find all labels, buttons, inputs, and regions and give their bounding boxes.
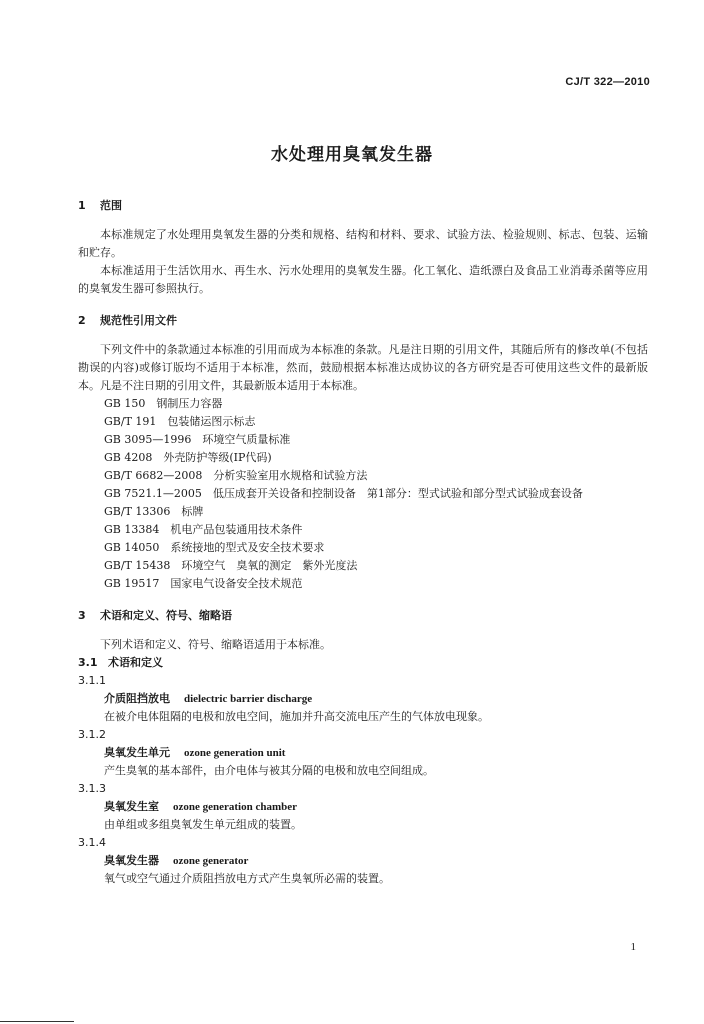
subsection-title: 术语和定义 (108, 656, 163, 669)
ref-item: GB 4208 外壳防护等级(IP代码) (104, 451, 272, 464)
standard-code: CJ/T 322—2010 (565, 76, 650, 88)
terms-intro: 下列术语和定义、符号、缩略语适用于本标准。 (100, 638, 331, 651)
term-definition: 氧气或空气通过介质阻挡放电方式产生臭氧所必需的装置。 (104, 872, 390, 885)
term-en: dielectric barrier discharge (184, 693, 313, 705)
section-heading-terms (78, 607, 648, 625)
scope-paragraph-2: 本标准适用于生活饮用水、再生水、污水处理用的臭氧发生器。化工氧化、造纸漂白及食品工业消毒杀菌等应用的臭氧发生器可参照执行。 (78, 264, 648, 295)
subsection-number: 3.1 (78, 656, 98, 669)
term-number: 3.1.4 (78, 836, 106, 849)
ref-item: GB/T 6682—2008 分析实验室用水规格和试验方法 (104, 469, 368, 482)
term-heading (78, 744, 648, 762)
section-heading-refs (78, 312, 648, 330)
term-definition: 产生臭氧的基本部件，由介电体与被其分隔的电极和放电空间组成。 (104, 764, 434, 777)
term-number: 3.1.1 (78, 674, 106, 687)
term-zh: 介质阻挡放电 (104, 692, 170, 705)
ref-item: GB 14050 系统接地的型式及安全技术要求 (104, 541, 325, 554)
ref-item: GB 150 钢制压力容器 (104, 397, 223, 410)
document-title: 水处理用臭氧发生器 (271, 145, 433, 165)
refs-intro: 下列文件中的条款通过本标准的引用而成为本标准的条款。凡是注日期的引用文件，其随后所有的修改单(不包括勘误的内容)或修订版均不适用于本标准，然而，鼓励根据本标准达成协议的各方研究是否可使用这些文件的最新版本。凡是不注日期的引用文件，其最新版本适用于本标准。 (78, 343, 648, 392)
term-definition: 在被介电体阻隔的电极和放电空间，施加并升高交流电压产生的气体放电现象。 (104, 710, 489, 723)
term-en: ozone generator (173, 855, 249, 867)
section-number: 2 (78, 314, 86, 327)
ref-item: GB 19517 国家电气设备安全技术规范 (104, 577, 303, 590)
page-number: 1 (630, 941, 636, 953)
ref-item: GB 3095—1996 环境空气质量标准 (104, 433, 291, 446)
section-title: 范围 (100, 199, 122, 212)
section-title: 规范性引用文件 (100, 314, 177, 327)
ref-item: GB/T 15438 环境空气 臭氧的测定 紫外光度法 (104, 559, 358, 572)
term-zh: 臭氧发生单元 (104, 746, 170, 759)
section-number: 3 (78, 609, 86, 622)
ref-item: GB 13384 机电产品包装通用技术条件 (104, 523, 303, 536)
subsection-heading (78, 654, 648, 672)
section-heading-scope (78, 197, 648, 215)
term-zh: 臭氧发生器 (104, 854, 159, 867)
term-heading (78, 798, 648, 816)
term-en: ozone generation chamber (173, 801, 298, 813)
term-zh: 臭氧发生室 (104, 800, 159, 813)
term-definition: 由单组或多组臭氧发生单元组成的装置。 (104, 818, 302, 831)
section-title: 术语和定义、符号、缩略语 (100, 609, 232, 622)
scope-paragraph-1: 本标准规定了水处理用臭氧发生器的分类和规格、结构和材料、要求、试验方法、检验规则、标志、包装、运输和贮存。 (78, 228, 648, 259)
document-body (78, 197, 648, 888)
scan-edge-line (0, 1021, 74, 1022)
term-heading (78, 690, 648, 708)
term-number: 3.1.3 (78, 782, 106, 795)
term-number: 3.1.2 (78, 728, 106, 741)
ref-item: GB 7521.1—2005 低压成套开关设备和控制设备 第1部分：型式试验和部分型式试验成套设备 (104, 487, 583, 500)
term-en: ozone generation unit (184, 747, 286, 759)
ref-item: GB/T 13306 标牌 (104, 505, 204, 518)
ref-item: GB/T 191 包装储运图示标志 (104, 415, 256, 428)
section-number: 1 (78, 199, 86, 212)
term-heading (78, 852, 648, 870)
